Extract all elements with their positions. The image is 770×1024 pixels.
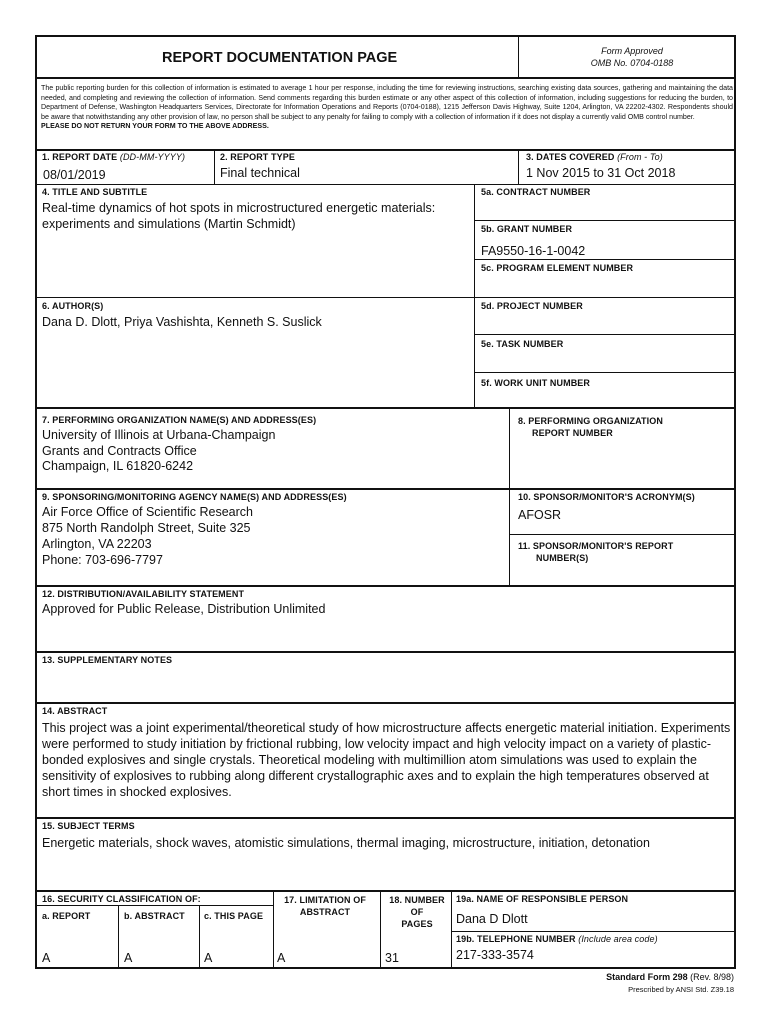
form-title: REPORT DOCUMENTATION PAGE xyxy=(162,50,398,66)
report-documentation-form xyxy=(35,35,736,969)
task-number-label: 5e. TASK NUMBER xyxy=(481,339,564,349)
divider xyxy=(37,817,734,819)
report-type-field[interactable]: Final technical xyxy=(220,166,300,180)
divider xyxy=(37,184,734,185)
standard-form-label: Standard Form 298 (Rev. 8/98) xyxy=(606,972,734,982)
sponsor-acronym-field[interactable]: AFOSR xyxy=(518,508,562,522)
divider xyxy=(37,890,734,892)
abstract-field[interactable]: This project was a joint experimental/theoretical study of how microstructure affects energetic material initiation. Experiments were performed to study initiation by frictional rubbing, low velocity impact and high velocity impact on a variety of plastic-bonded explosives and single crystals. Theoretical modeling with multimillion atom simulations was used to explain the sensitivity of explosives to rubbing along different crystallographic axes and to explain the high temperatures observed at short times in shocked explosives. xyxy=(42,721,731,799)
divider xyxy=(37,77,734,79)
sponsor-report-label: 11. SPONSOR/MONITOR'S REPORT NUMBER(S) xyxy=(518,541,674,563)
divider xyxy=(37,702,734,704)
distribution-label: 12. DISTRIBUTION/AVAILABILITY STATEMENT xyxy=(42,589,245,599)
authors-field[interactable]: Dana D. Dlott, Priya Vashishta, Kenneth S. Suslick xyxy=(42,315,322,329)
prescribed-by-label: Prescribed by ANSI Std. Z39.18 xyxy=(628,985,734,994)
divider xyxy=(37,149,734,151)
performing-org-label: 7. PERFORMING ORGANIZATION NAME(S) AND ADDRESS(ES) xyxy=(42,415,317,425)
number-of-pages-field[interactable]: 31 xyxy=(385,951,399,965)
report-type-label: 2. REPORT TYPE xyxy=(220,152,295,162)
divider xyxy=(451,931,734,932)
divider xyxy=(509,534,734,535)
work-unit-label: 5f. WORK UNIT NUMBER xyxy=(481,378,590,388)
report-date-label: 1. REPORT DATE (DD-MM-YYYY) xyxy=(42,152,186,162)
security-abstract-field[interactable]: A xyxy=(124,951,133,965)
title-subtitle-label: 4. TITLE AND SUBTITLE xyxy=(42,187,148,197)
divider xyxy=(474,184,475,407)
divider xyxy=(37,488,734,490)
sponsoring-agency-line[interactable]: 875 North Randolph Street, Suite 325 xyxy=(42,521,251,535)
security-classification-label: 16. SECURITY CLASSIFICATION OF: xyxy=(42,894,201,904)
abstract-label: 14. ABSTRACT xyxy=(42,706,108,716)
security-this-page-label: c. THIS PAGE xyxy=(204,911,264,921)
contract-number-label: 5a. CONTRACT NUMBER xyxy=(481,187,591,197)
divider xyxy=(451,890,452,969)
telephone-label: 19b. TELEPHONE NUMBER (Include area code) xyxy=(456,934,658,944)
divider xyxy=(518,149,519,184)
divider xyxy=(509,407,510,488)
security-this-page-field[interactable]: A xyxy=(204,951,213,965)
divider xyxy=(509,488,510,585)
authors-label: 6. AUTHOR(S) xyxy=(42,301,104,311)
dates-covered-label: 3. DATES COVERED (From - To) xyxy=(526,152,663,162)
performing-org-line[interactable]: Grants and Contracts Office xyxy=(42,444,197,458)
sponsoring-agency-label: 9. SPONSORING/MONITORING AGENCY NAME(S) AND ADDRESS(ES) xyxy=(42,492,347,502)
divider xyxy=(118,905,119,969)
sponsoring-agency-line[interactable]: Air Force Office of Scientific Research xyxy=(42,505,253,519)
subject-terms-label: 15. SUBJECT TERMS xyxy=(42,821,135,831)
divider xyxy=(37,585,734,587)
divider xyxy=(474,220,734,221)
form-approved-text: Form Approved xyxy=(601,46,663,56)
security-report-label: a. REPORT xyxy=(42,911,91,921)
performing-org-line[interactable]: University of Illinois at Urbana-Champaign xyxy=(42,428,276,442)
divider xyxy=(37,297,734,298)
performing-org-line[interactable]: Champaign, IL 61820-6242 xyxy=(42,459,194,473)
divider xyxy=(199,905,200,969)
divider xyxy=(37,651,734,653)
subject-terms-field[interactable]: Energetic materials, shock waves, atomistic simulations, thermal imaging, microstructure, initiation, detonation xyxy=(42,836,650,850)
burden-statement xyxy=(41,84,733,132)
divider xyxy=(474,372,734,373)
sponsoring-agency-line[interactable]: Arlington, VA 22203 xyxy=(42,537,152,551)
divider xyxy=(37,407,734,409)
omb-block xyxy=(537,45,727,69)
limitation-label: 17. LIMITATION OF ABSTRACT xyxy=(284,895,366,917)
sponsoring-agency-line[interactable]: Phone: 703-696-7797 xyxy=(42,553,163,567)
report-date-field[interactable]: 08/01/2019 xyxy=(43,168,106,182)
performing-report-label: 8. PERFORMING ORGANIZATION REPORT NUMBER xyxy=(518,416,663,438)
burden-text: The public reporting burden for this collection of information is estimated to average 1 hour per response, including the time for reviewing instructions, searching existing data sources, gathering and maintaining the data needed, and completing and reviewing the collection of information. Send comments regarding this burden estimate or any other aspect of this collection of information, including suggestions for reducing the burden, to Department of Defense, Washington Headquarters Services, Directorate for Information Operations and Reports (0704-0188), 1215 Jefferson Davis Highway, Suite 1204, Arlington, VA 22202-4302. Respondents should be aware that notwithstanding any other provision of law, no person shall be subject to any penalty for failing to comply with a collection of information if it does not display a currently valid OMB control number. xyxy=(41,84,733,121)
program-element-label: 5c. PROGRAM ELEMENT NUMBER xyxy=(481,263,634,273)
grant-number-field[interactable]: FA9550-16-1-0042 xyxy=(481,244,586,258)
security-report-field[interactable]: A xyxy=(42,951,51,965)
divider xyxy=(518,37,519,77)
responsible-person-field[interactable]: Dana D Dlott xyxy=(456,912,528,926)
project-number-label: 5d. PROJECT NUMBER xyxy=(481,301,583,311)
responsible-person-label: 19a. NAME OF RESPONSIBLE PERSON xyxy=(456,894,629,904)
supplementary-label: 13. SUPPLEMENTARY NOTES xyxy=(42,655,173,665)
grant-number-label: 5b. GRANT NUMBER xyxy=(481,224,573,234)
divider xyxy=(273,890,274,969)
divider xyxy=(214,149,215,184)
divider xyxy=(380,890,381,969)
distribution-field[interactable]: Approved for Public Release, Distribution Unlimited xyxy=(42,602,326,616)
divider xyxy=(474,259,734,260)
number-of-pages-label: 18. NUMBER OF PAGES xyxy=(389,895,445,929)
do-not-return-notice: PLEASE DO NOT RETURN YOUR FORM TO THE ABOVE ADDRESS. xyxy=(41,122,269,131)
dates-covered-field[interactable]: 1 Nov 2015 to 31 Oct 2018 xyxy=(526,166,676,180)
omb-number: OMB No. 0704-0188 xyxy=(590,58,674,68)
divider xyxy=(37,905,273,906)
limitation-field[interactable]: A xyxy=(277,951,286,965)
sponsor-acronym-label: 10. SPONSOR/MONITOR'S ACRONYM(S) xyxy=(518,492,695,502)
title-subtitle-field[interactable]: Real-time dynamics of hot spots in microstructured energetic materials: experiments and simulations (Martin Schmidt) xyxy=(42,201,436,231)
security-abstract-label: b. ABSTRACT xyxy=(124,911,185,921)
divider xyxy=(474,334,734,335)
telephone-field[interactable]: 217-333-3574 xyxy=(456,948,534,962)
